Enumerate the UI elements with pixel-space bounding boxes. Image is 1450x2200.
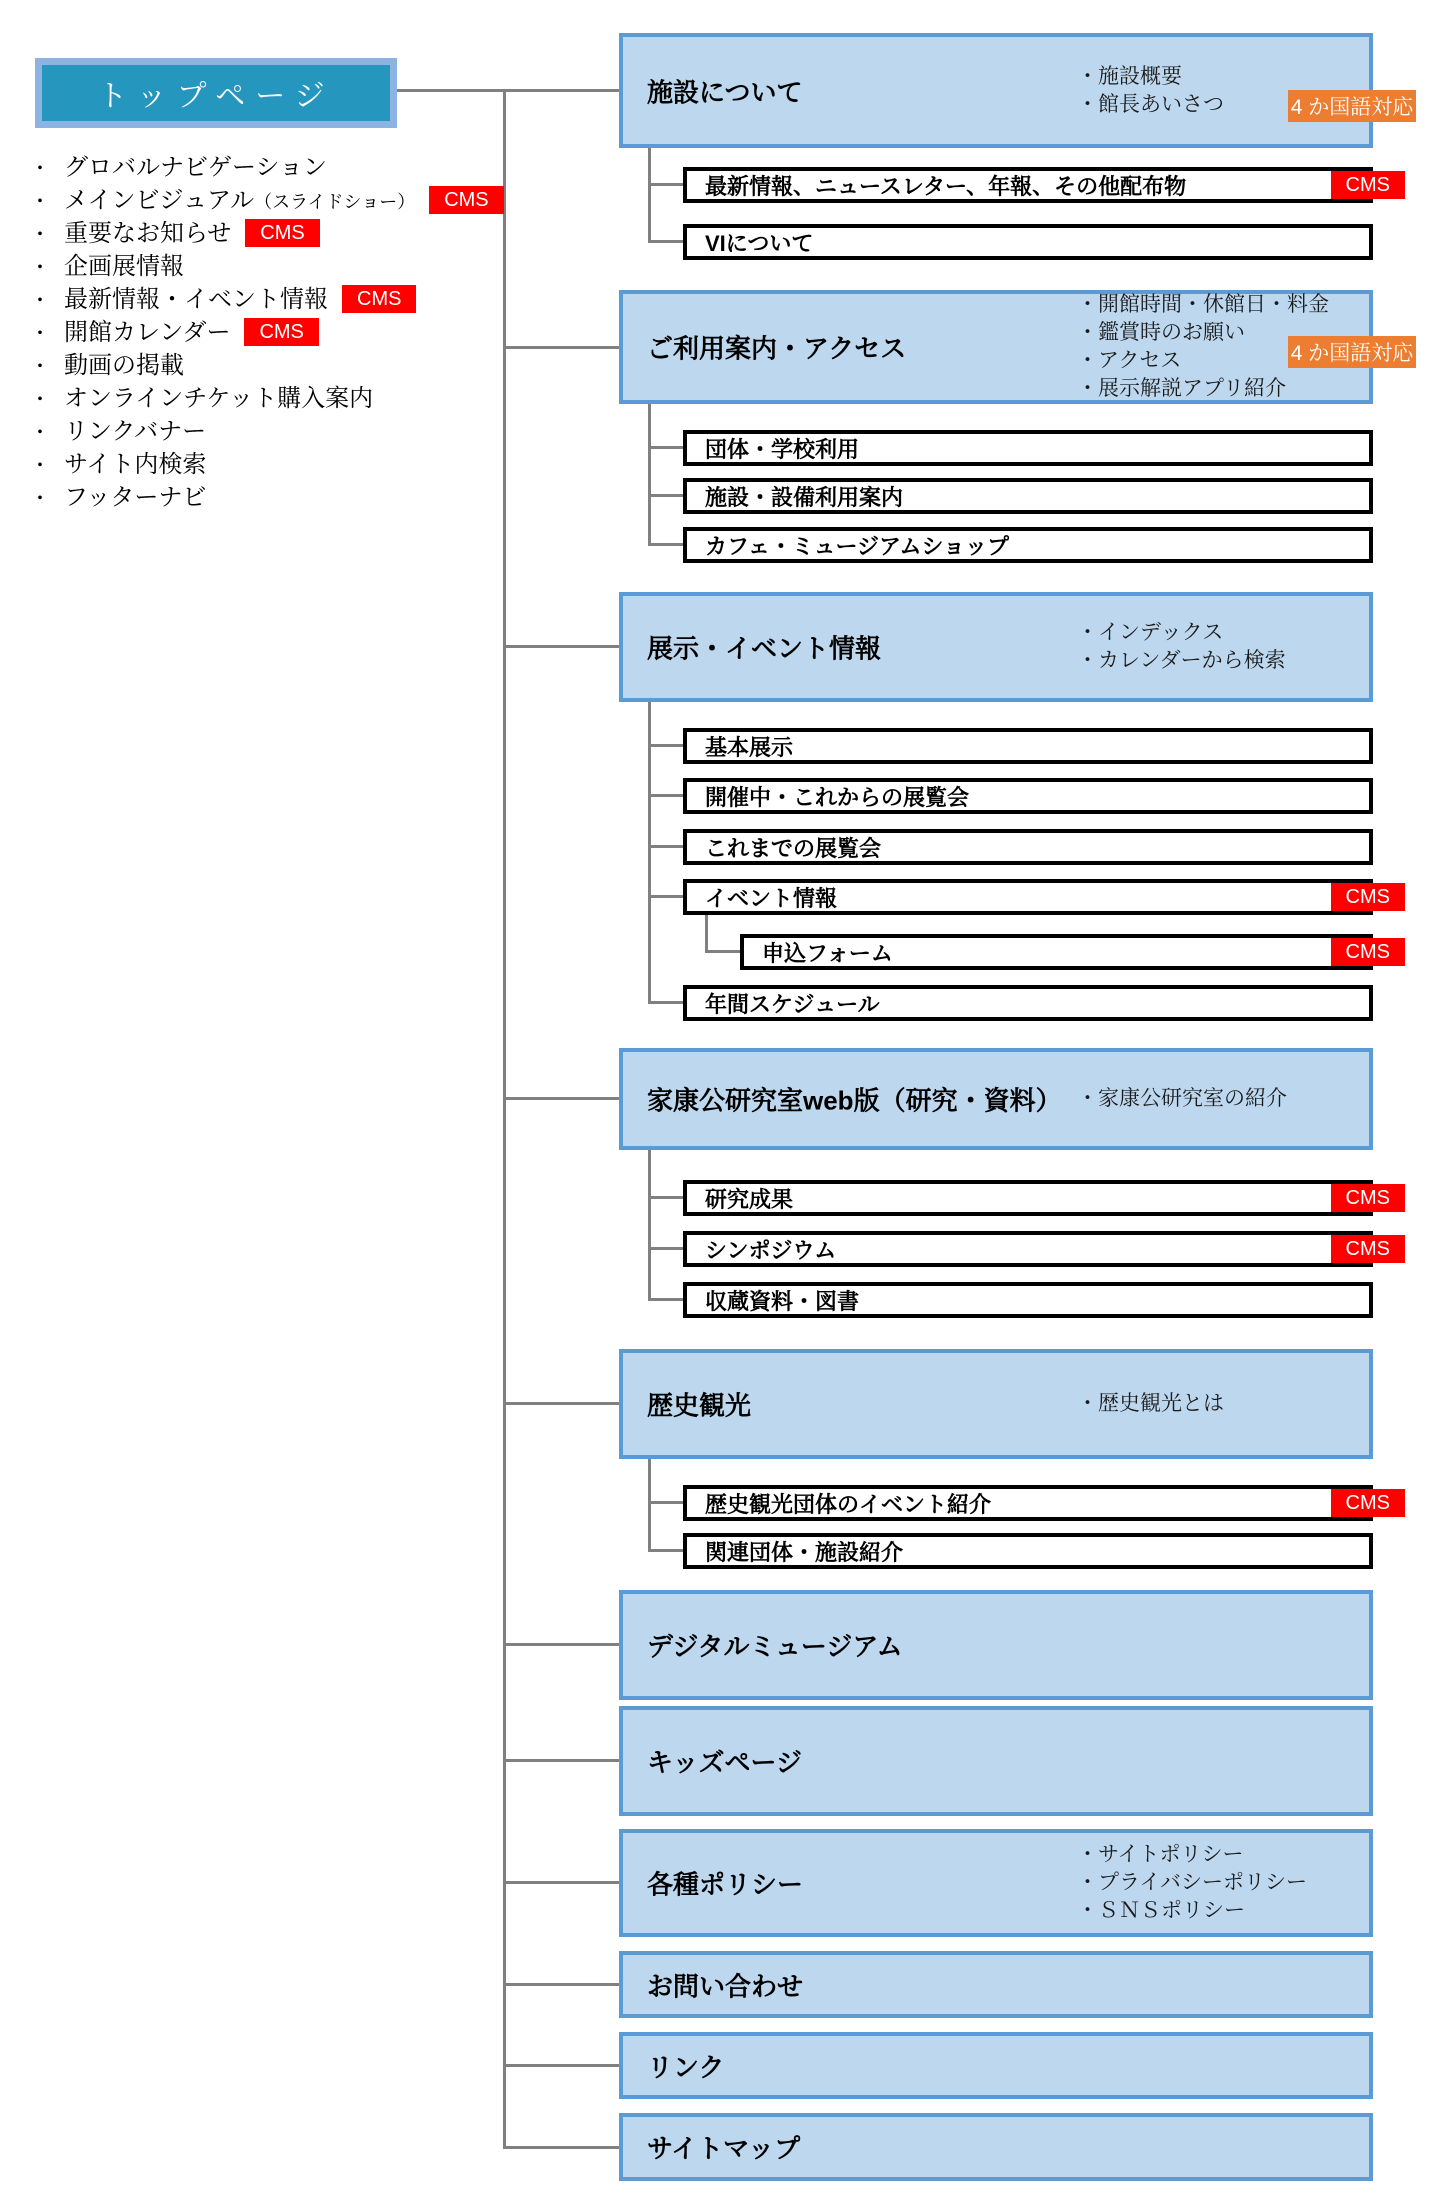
section-ieyasu-lab <box>619 1048 1373 1150</box>
section-policies <box>619 1829 1373 1937</box>
subpage-facility-equipment <box>683 478 1373 514</box>
cms-badge: CMS <box>1331 938 1405 966</box>
feature-label: メインビジュアル <box>64 187 255 214</box>
section-digital-museum <box>619 1590 1373 1700</box>
connector-line <box>503 645 619 648</box>
cms-badge: CMS <box>244 318 318 346</box>
subpage-tourism-events <box>683 1485 1390 1521</box>
bullet-marker: ・ <box>30 158 50 180</box>
section-title: 各種ポリシー <box>647 1869 804 1900</box>
feature-item <box>30 482 504 515</box>
branch-line <box>648 494 683 497</box>
branch-line <box>648 1196 683 1199</box>
branch-line <box>648 240 683 243</box>
section-facility <box>619 33 1414 148</box>
subpage-collection-books <box>683 1282 1373 1318</box>
cms-badge: CMS <box>1331 883 1405 911</box>
branch-line <box>705 915 708 952</box>
branch-line <box>648 895 683 898</box>
note-line: ・展示解説アプリ紹介 <box>1077 377 1287 400</box>
feature-item <box>30 317 504 350</box>
note-line: ・歴史観光とは <box>1077 1392 1224 1415</box>
bullet-marker: ・ <box>30 488 50 510</box>
subpage-label: シンポジウム <box>705 1237 837 1263</box>
connector-line <box>503 2146 619 2149</box>
note-line: ・施設概要 <box>1077 64 1182 88</box>
branch-line <box>648 1501 683 1504</box>
note-line: ・館長あいさつ <box>1077 92 1224 116</box>
subpage-label: 年間スケジュール <box>705 991 880 1017</box>
subpage-label: 研究成果 <box>705 1186 794 1212</box>
subpage-label: 施設・設備利用案内 <box>705 484 904 510</box>
feature-item <box>30 449 504 482</box>
bullet-marker: ・ <box>30 224 50 246</box>
connector-line <box>503 1759 619 1762</box>
feature-label: 重要なお知らせ <box>64 220 232 247</box>
connector-line <box>503 346 619 349</box>
subpage-label: 申込フォーム <box>762 940 893 966</box>
section-links <box>619 2032 1373 2099</box>
section-title: リンク <box>647 2052 725 2082</box>
multilingual-badge: 4 か国語対応 <box>1288 336 1416 368</box>
section-kids <box>619 1706 1373 1816</box>
feature-item <box>30 416 504 449</box>
subpage-current-upcoming <box>683 778 1373 814</box>
subpage-research-results <box>683 1180 1390 1216</box>
feature-item <box>30 284 504 317</box>
cms-badge: CMS <box>1331 1184 1405 1212</box>
cms-badge: CMS <box>1331 1489 1405 1517</box>
subpage-application-form <box>740 934 1390 970</box>
branch-line <box>648 148 651 242</box>
feature-item <box>30 251 504 284</box>
note-line: ・家康公研究室の紹介 <box>1077 1087 1287 1110</box>
subpage-label: これまでの展覧会 <box>705 835 882 861</box>
branch-line <box>705 950 740 953</box>
section-title: 歴史観光 <box>647 1390 752 1421</box>
subpage-label: 収蔵資料・図書 <box>705 1288 860 1314</box>
cms-badge: CMS <box>1331 1235 1405 1263</box>
branch-line <box>648 1247 683 1250</box>
section-exhibits-events <box>619 592 1373 702</box>
section-title: ご利用案内・アクセス <box>647 333 907 364</box>
connector-line <box>503 1643 619 1646</box>
feature-label: オンラインチケット購入案内 <box>64 385 374 412</box>
branch-line <box>648 845 683 848</box>
section-notes <box>1077 619 1286 675</box>
feature-label: グロバルナビゲーション <box>64 154 328 181</box>
feature-label: 最新情報・イベント情報 <box>64 286 328 313</box>
bullet-marker: ・ <box>30 422 50 444</box>
note-line: ・プライバシーポリシー <box>1077 1871 1307 1894</box>
branch-line <box>648 183 683 186</box>
branch-line <box>648 446 683 449</box>
bullet-marker: ・ <box>30 389 50 411</box>
branch-line <box>648 404 651 545</box>
section-title: キッズページ <box>647 1747 802 1778</box>
section-title: 施設について <box>647 77 803 107</box>
connector-line <box>503 1881 619 1884</box>
section-notes <box>1077 1085 1287 1113</box>
section-title: 家康公研究室web版（研究・資料） <box>647 1085 1062 1116</box>
subpage-label: 団体・学校利用 <box>705 436 860 462</box>
section-history-tourism <box>619 1349 1373 1459</box>
subpage-cafe-shop <box>683 527 1373 563</box>
top-page-label: トップページ <box>42 65 390 121</box>
feature-item <box>30 152 504 185</box>
section-title: デジタルミュージアム <box>647 1631 903 1662</box>
subpage-label: イベント情報 <box>705 885 838 911</box>
feature-label: サイト内検索 <box>64 451 207 478</box>
bullet-marker: ・ <box>30 323 50 345</box>
subpage-group-school <box>683 430 1373 466</box>
feature-label-suffix: （スライドショー） <box>254 192 416 212</box>
feature-label: フッターナビ <box>64 484 207 511</box>
feature-label: 動画の掲載 <box>64 352 184 379</box>
subpage-label: 最新情報、ニュースレター、年報、その他配布物 <box>705 173 1187 199</box>
section-title: サイトマップ <box>647 2133 801 2164</box>
connector-line <box>503 1097 619 1100</box>
feature-label: リンクバナー <box>64 418 207 445</box>
feature-label: 企画展情報 <box>64 253 184 280</box>
branch-line <box>648 744 683 747</box>
branch-line <box>648 1459 651 1551</box>
note-line: ・カレンダーから検索 <box>1077 649 1286 672</box>
top-page-feature-list <box>30 152 504 515</box>
section-contact <box>619 1951 1373 2018</box>
subpage-basic-exhibition <box>683 728 1373 764</box>
note-line: ・アクセス <box>1077 349 1182 372</box>
section-title: お問い合わせ <box>647 1971 804 2001</box>
bullet-marker: ・ <box>30 356 50 378</box>
cms-badge: CMS <box>245 219 319 247</box>
note-line: ・インデックス <box>1077 621 1224 644</box>
connector-line <box>503 2064 619 2067</box>
connector-line <box>503 1402 619 1405</box>
branch-line <box>648 1298 683 1301</box>
top-page-box <box>35 58 397 128</box>
section-notes <box>1077 1841 1307 1925</box>
subpage-annual-schedule <box>683 985 1373 1021</box>
branch-line <box>648 1001 683 1004</box>
section-notes <box>1077 63 1224 119</box>
branch-line <box>648 1549 683 1552</box>
subpage-label: 関連団体・施設紹介 <box>705 1539 904 1565</box>
section-guide-access <box>619 290 1414 404</box>
section-title: 展示・イベント情報 <box>647 633 882 664</box>
cms-badge: CMS <box>429 186 503 214</box>
subpage-label: 開催中・これからの展覧会 <box>705 784 970 810</box>
subpage-symposium <box>683 1231 1390 1267</box>
feature-item <box>30 350 504 383</box>
subpage-related-organizations <box>683 1533 1373 1569</box>
feature-item <box>30 185 504 218</box>
branch-line <box>648 543 683 546</box>
feature-label: 開館カレンダー <box>64 319 231 346</box>
note-line: ・サイトポリシー <box>1077 1843 1244 1866</box>
subpage-label: VIについて <box>705 230 814 256</box>
multilingual-badge: 4 か国語対応 <box>1288 90 1416 122</box>
subpage-label: カフェ・ミュージアムショップ <box>705 533 1010 559</box>
feature-item <box>30 383 504 416</box>
connector-line <box>397 89 619 92</box>
bullet-marker: ・ <box>30 191 50 213</box>
note-line: ・ＳＮＳポリシー <box>1077 1899 1245 1922</box>
branch-line <box>648 794 683 797</box>
subpage-label: 基本展示 <box>705 734 794 760</box>
note-line: ・開館時間・休館日・料金 <box>1077 293 1329 316</box>
bullet-marker: ・ <box>30 455 50 477</box>
cms-badge: CMS <box>1331 171 1405 199</box>
cms-badge: CMS <box>342 285 416 313</box>
subpage-newsletter <box>683 167 1390 203</box>
subpage-event-info <box>683 879 1390 915</box>
connector-line <box>503 1983 619 1986</box>
subpage-past-exhibitions <box>683 829 1373 865</box>
subpage-label: 歴史観光団体のイベント紹介 <box>705 1491 992 1517</box>
subpage-vi <box>683 224 1373 260</box>
bullet-marker: ・ <box>30 290 50 312</box>
branch-line <box>648 1150 651 1300</box>
section-sitemap <box>619 2113 1373 2181</box>
feature-item <box>30 218 504 251</box>
section-notes <box>1077 1390 1224 1418</box>
bullet-marker: ・ <box>30 257 50 279</box>
note-line: ・鑑賞時のお願い <box>1077 321 1245 344</box>
